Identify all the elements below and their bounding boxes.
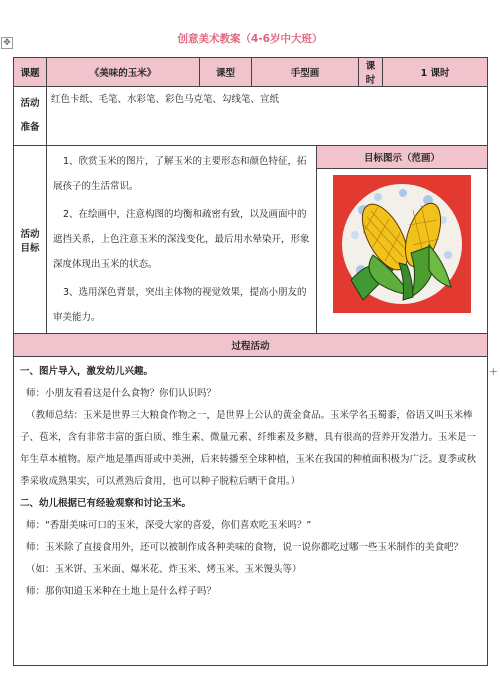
figure-cell xyxy=(317,169,488,334)
goals-row-1 xyxy=(14,146,488,169)
goal-item: 2、在绘画中，注意构图的均衡和疏密有致，以及画面中的遮挡关系，上色注意玉米的深浅变化，最后用水晕染开，形象深度体现出玉米的状态。 xyxy=(53,209,310,270)
process-paragraph: 师：小朋友看看这是什么食物？你们认识吗？ xyxy=(26,388,217,399)
goal-item: 3、选用深色背景，突出主体物的视觉效果，提高小朋友的审美能力。 xyxy=(53,287,307,323)
insert-plus-icon[interactable]: + xyxy=(488,365,498,378)
goals-text xyxy=(47,146,317,334)
process-paragraph: 师：“香甜美味可口的玉米，深受大家的喜爱，你们喜欢吃玉米吗？” xyxy=(26,520,312,531)
process-title: 过程活动 xyxy=(14,334,488,357)
process-paragraph: 一、图片导入，激发幼儿兴趣。 xyxy=(20,366,154,377)
process-body xyxy=(14,357,488,666)
process-paragraph: （如：玉米饼、玉米面、爆米花、炸玉米、烤玉米、玉米馒头等） xyxy=(26,564,302,575)
hours-value: 1 课时 xyxy=(383,58,488,87)
header-row xyxy=(14,58,488,87)
process-paragraph: （教师总结：玉米是世界三大粮食作物之一，是世界上公认的黄金食品。玉米学名玉蜀黍，俗语又叫玉米棒子、苞米，含有非常丰富的蛋白质、维生素、微量元素、纤维素及多糖，具有很高的营养开发潜力。玉米是一年生草本植物。原产地是墨西哥或中美洲，后来转播至全球种植，玉米在我国的种植面积极为广泛。夏季或秋季采收成熟果实，可以煮熟后食用，也可以种子脱粒后晒干食用。） xyxy=(20,410,477,487)
process-header-row xyxy=(14,334,488,357)
process-paragraph: 师：那你知道玉米种在土地上是什么样子吗？ xyxy=(26,586,217,597)
process-paragraph: 二、幼儿根据已有经验观察和讨论玉米。 xyxy=(20,498,192,509)
materials-label: 活动 准备 xyxy=(14,87,47,146)
table-move-handle-icon[interactable]: ✥ xyxy=(1,37,13,49)
topic-label: 课题 xyxy=(14,58,47,87)
lesson-plan-table xyxy=(13,57,488,666)
materials-row xyxy=(14,87,488,146)
goals-label: 活动 目标 xyxy=(14,146,47,334)
process-paragraph: 师：玉米除了直接食用外，还可以被制作成各种美味的食物，说一说你都吃过哪一些玉米制作的美食吧？ xyxy=(26,542,464,553)
goal-item: 1、欣赏玉米的图片，了解玉米的主要形态和颜色特征，拓展孩子的生活常识。 xyxy=(53,156,307,192)
figure-title: 目标图示（范画） xyxy=(317,146,488,169)
topic-value: 《美味的玉米》 xyxy=(47,58,200,87)
materials-text: 红色卡纸、毛笔、水彩笔、彩色马克笔、勾线笔、宣纸 xyxy=(47,87,488,146)
page-title: 创意美术教案（4-6岁中大班） xyxy=(177,33,323,45)
type-value: 手型画 xyxy=(252,58,359,87)
process-body-row xyxy=(14,357,488,666)
hours-label: 课时 xyxy=(359,58,383,87)
type-label: 课型 xyxy=(200,58,252,87)
corn-artwork-image xyxy=(333,175,471,313)
